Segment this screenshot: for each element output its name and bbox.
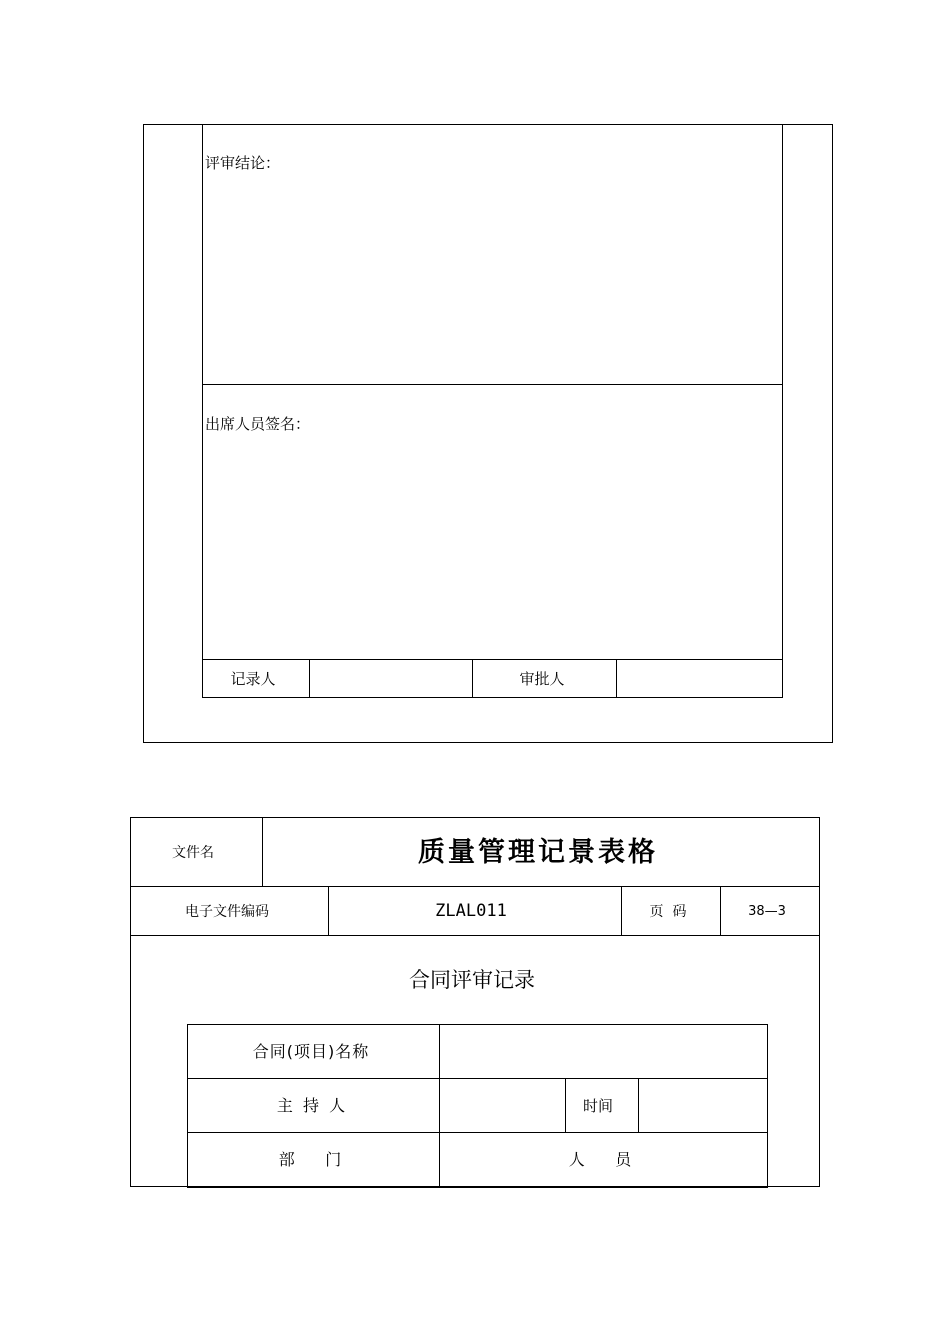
document-title: 质量管理记景表格 [418,837,658,868]
conclusion-divider [202,384,783,385]
sig-col-3 [616,659,617,698]
contract-row-divider-1 [187,1078,768,1079]
sig-col-2 [472,659,473,698]
host-label: 主 持 人 [276,1096,346,1115]
conclusion-label: 评审结论： [205,154,281,172]
signature-row-top [202,659,783,660]
recorder-signature-field[interactable] [311,661,471,697]
approver-signature-field[interactable] [618,661,781,697]
header-row-divider [130,886,820,887]
page-value: 38—3 [748,904,786,919]
code-col-divider-2 [621,886,622,936]
host-field[interactable] [441,1080,564,1131]
contract-review-title: 合同评审记录 [409,968,535,992]
e-file-code-value: ZLAL011 [435,901,507,921]
recorder-label: 记录人 [230,670,276,688]
contract-row-divider-2 [187,1132,768,1133]
time-label: 时间 [582,1097,614,1115]
project-name-field[interactable] [441,1026,766,1077]
code-col-divider-1 [328,886,329,936]
contract-col-divider [439,1024,440,1188]
code-col-divider-3 [720,886,721,936]
sig-col-1 [309,659,310,698]
time-col-right [638,1078,639,1132]
approver-label: 审批人 [519,670,565,688]
time-field[interactable] [640,1080,766,1131]
e-file-code-label: 电子文件编码 [185,904,269,920]
dept-label: 部 门 [278,1150,342,1169]
project-name-label: 合同(项目)名称 [252,1042,370,1061]
page-label: 页 码 [649,904,687,920]
header-col-divider [262,817,263,887]
review-inner-table [202,124,783,698]
time-col-left [565,1078,566,1132]
header-bottom-line [130,935,820,936]
filename-label: 文件名 [172,845,214,861]
staff-label: 人 员 [568,1150,632,1169]
attendees-label: 出席人员签名： [205,415,311,433]
